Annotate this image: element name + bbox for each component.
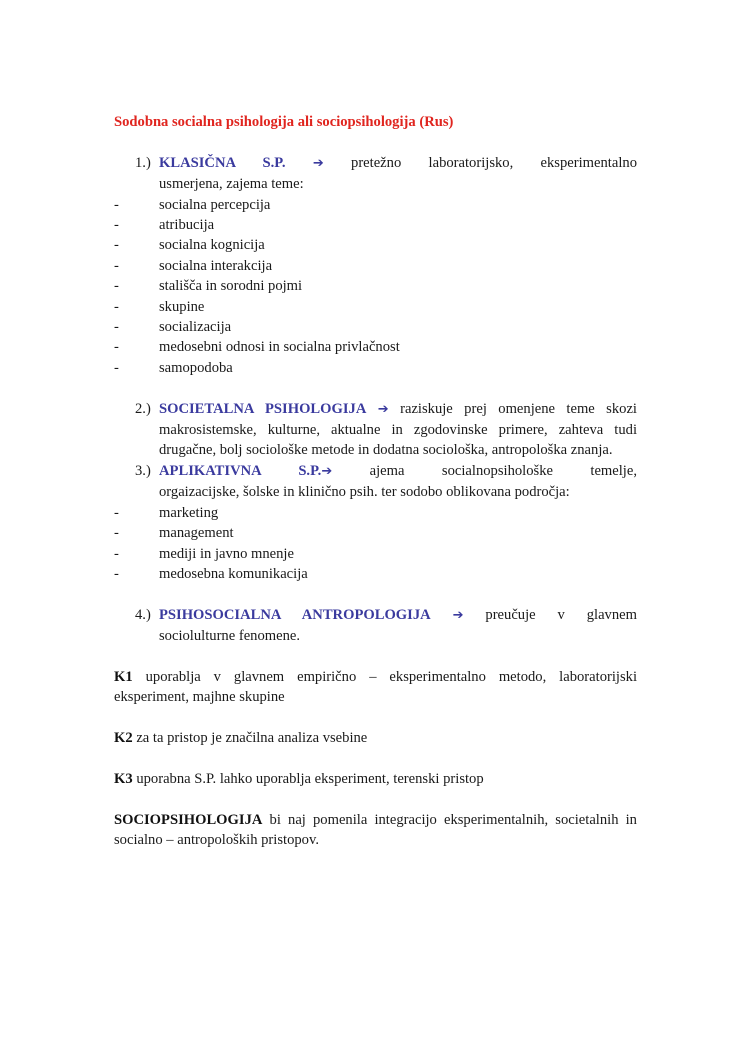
k3-paragraph	[114, 769, 637, 789]
section-aplikativna	[114, 461, 637, 482]
list-item: - management	[114, 525, 234, 542]
arrow-right-icon: ➔	[377, 401, 389, 417]
list-item: - medosebni odnosi in socialna privlačnost	[114, 339, 400, 356]
section-heading: SOCIETALNA PSIHOLOGIJA	[159, 400, 367, 417]
list-item: - medosebna komunikacija	[114, 565, 308, 582]
section-text: ajema socialnopsihološke temelje,	[369, 462, 637, 479]
list-item: - socialna percepcija	[114, 196, 271, 213]
topic-list-klasicna	[114, 195, 637, 379]
k1-label: K1	[114, 668, 133, 685]
section-text-continued: usmerjena, zajema teme:	[159, 176, 304, 193]
section-societalna	[114, 399, 637, 461]
k3-text: uporabna S.P. lahko uporablja eksperiment, terenski pristop	[136, 770, 484, 787]
topic-list-aplikativna	[114, 503, 637, 585]
list-item: - samopodoba	[114, 359, 233, 376]
document-page	[114, 112, 637, 851]
k3-label: K3	[114, 770, 133, 787]
k2-paragraph	[114, 728, 637, 748]
list-item: - atribucija	[114, 217, 215, 234]
list-item: - socialna interakcija	[114, 257, 273, 274]
section-text: preučuje v glavnem	[485, 606, 637, 623]
list-item: - socialna kognicija	[114, 237, 265, 254]
section-text-continued: sociolulturne fenomene.	[159, 628, 301, 645]
list-item: - marketing	[114, 504, 219, 521]
section-number: 1.)	[135, 154, 151, 171]
list-item: - stališča in sorodni pojmi	[114, 278, 303, 295]
k2-label: K2	[114, 730, 133, 747]
list-item: - skupine	[114, 298, 205, 315]
arrow-right-icon: ➔	[452, 607, 464, 623]
section-klasicna	[114, 153, 637, 174]
section-number: 2.)	[135, 400, 151, 417]
section-number: 3.)	[135, 462, 151, 479]
list-item: - socializacija	[114, 319, 232, 336]
conclusion-paragraph	[114, 810, 637, 851]
section-text-continued: orgaizacijske, šolske in klinično psih. ter sodobo oblikovana področja:	[159, 484, 570, 501]
section-number: 4.)	[135, 606, 151, 623]
k1-text: uporablja v glavnem empirično – eksperimentalno metodo, laboratorijski eksperiment, majhne skupine	[114, 668, 637, 706]
k2-text: za ta pristop je značilna analiza vsebine	[136, 730, 368, 747]
arrow-right-icon: ➔	[321, 463, 333, 479]
section-text: raziskuje prej omenjene teme skozi makrosistemske, kulturne, aktualne in zgodovinske primere, zahteva tudi drugačne, bolj sociološke metode in dodatna sociološka, antropološka znanja.	[159, 400, 637, 459]
k1-paragraph	[114, 667, 637, 708]
document-title: Sodobna socialna psihologija ali sociopsihologija (Rus)	[114, 114, 454, 130]
arrow-right-icon: ➔	[312, 155, 324, 171]
list-item: - mediji in javno mnenje	[114, 545, 294, 562]
section-psihosocialna	[114, 605, 637, 626]
conclusion-label: SOCIOPSIHOLOGIJA	[114, 811, 263, 828]
section-heading: PSIHOSOCIALNA ANTROPOLOGIJA	[159, 606, 431, 623]
conclusion-text: bi naj pomenila integracijo eksperimentalnih, societalnih in socialno – antropoloških pristopov.	[114, 811, 637, 849]
section-heading: APLIKATIVNA S.P.	[159, 462, 322, 479]
section-heading: KLASIČNA S.P.	[159, 154, 286, 171]
section-text: pretežno laboratorijsko, eksperimentalno	[351, 154, 637, 171]
